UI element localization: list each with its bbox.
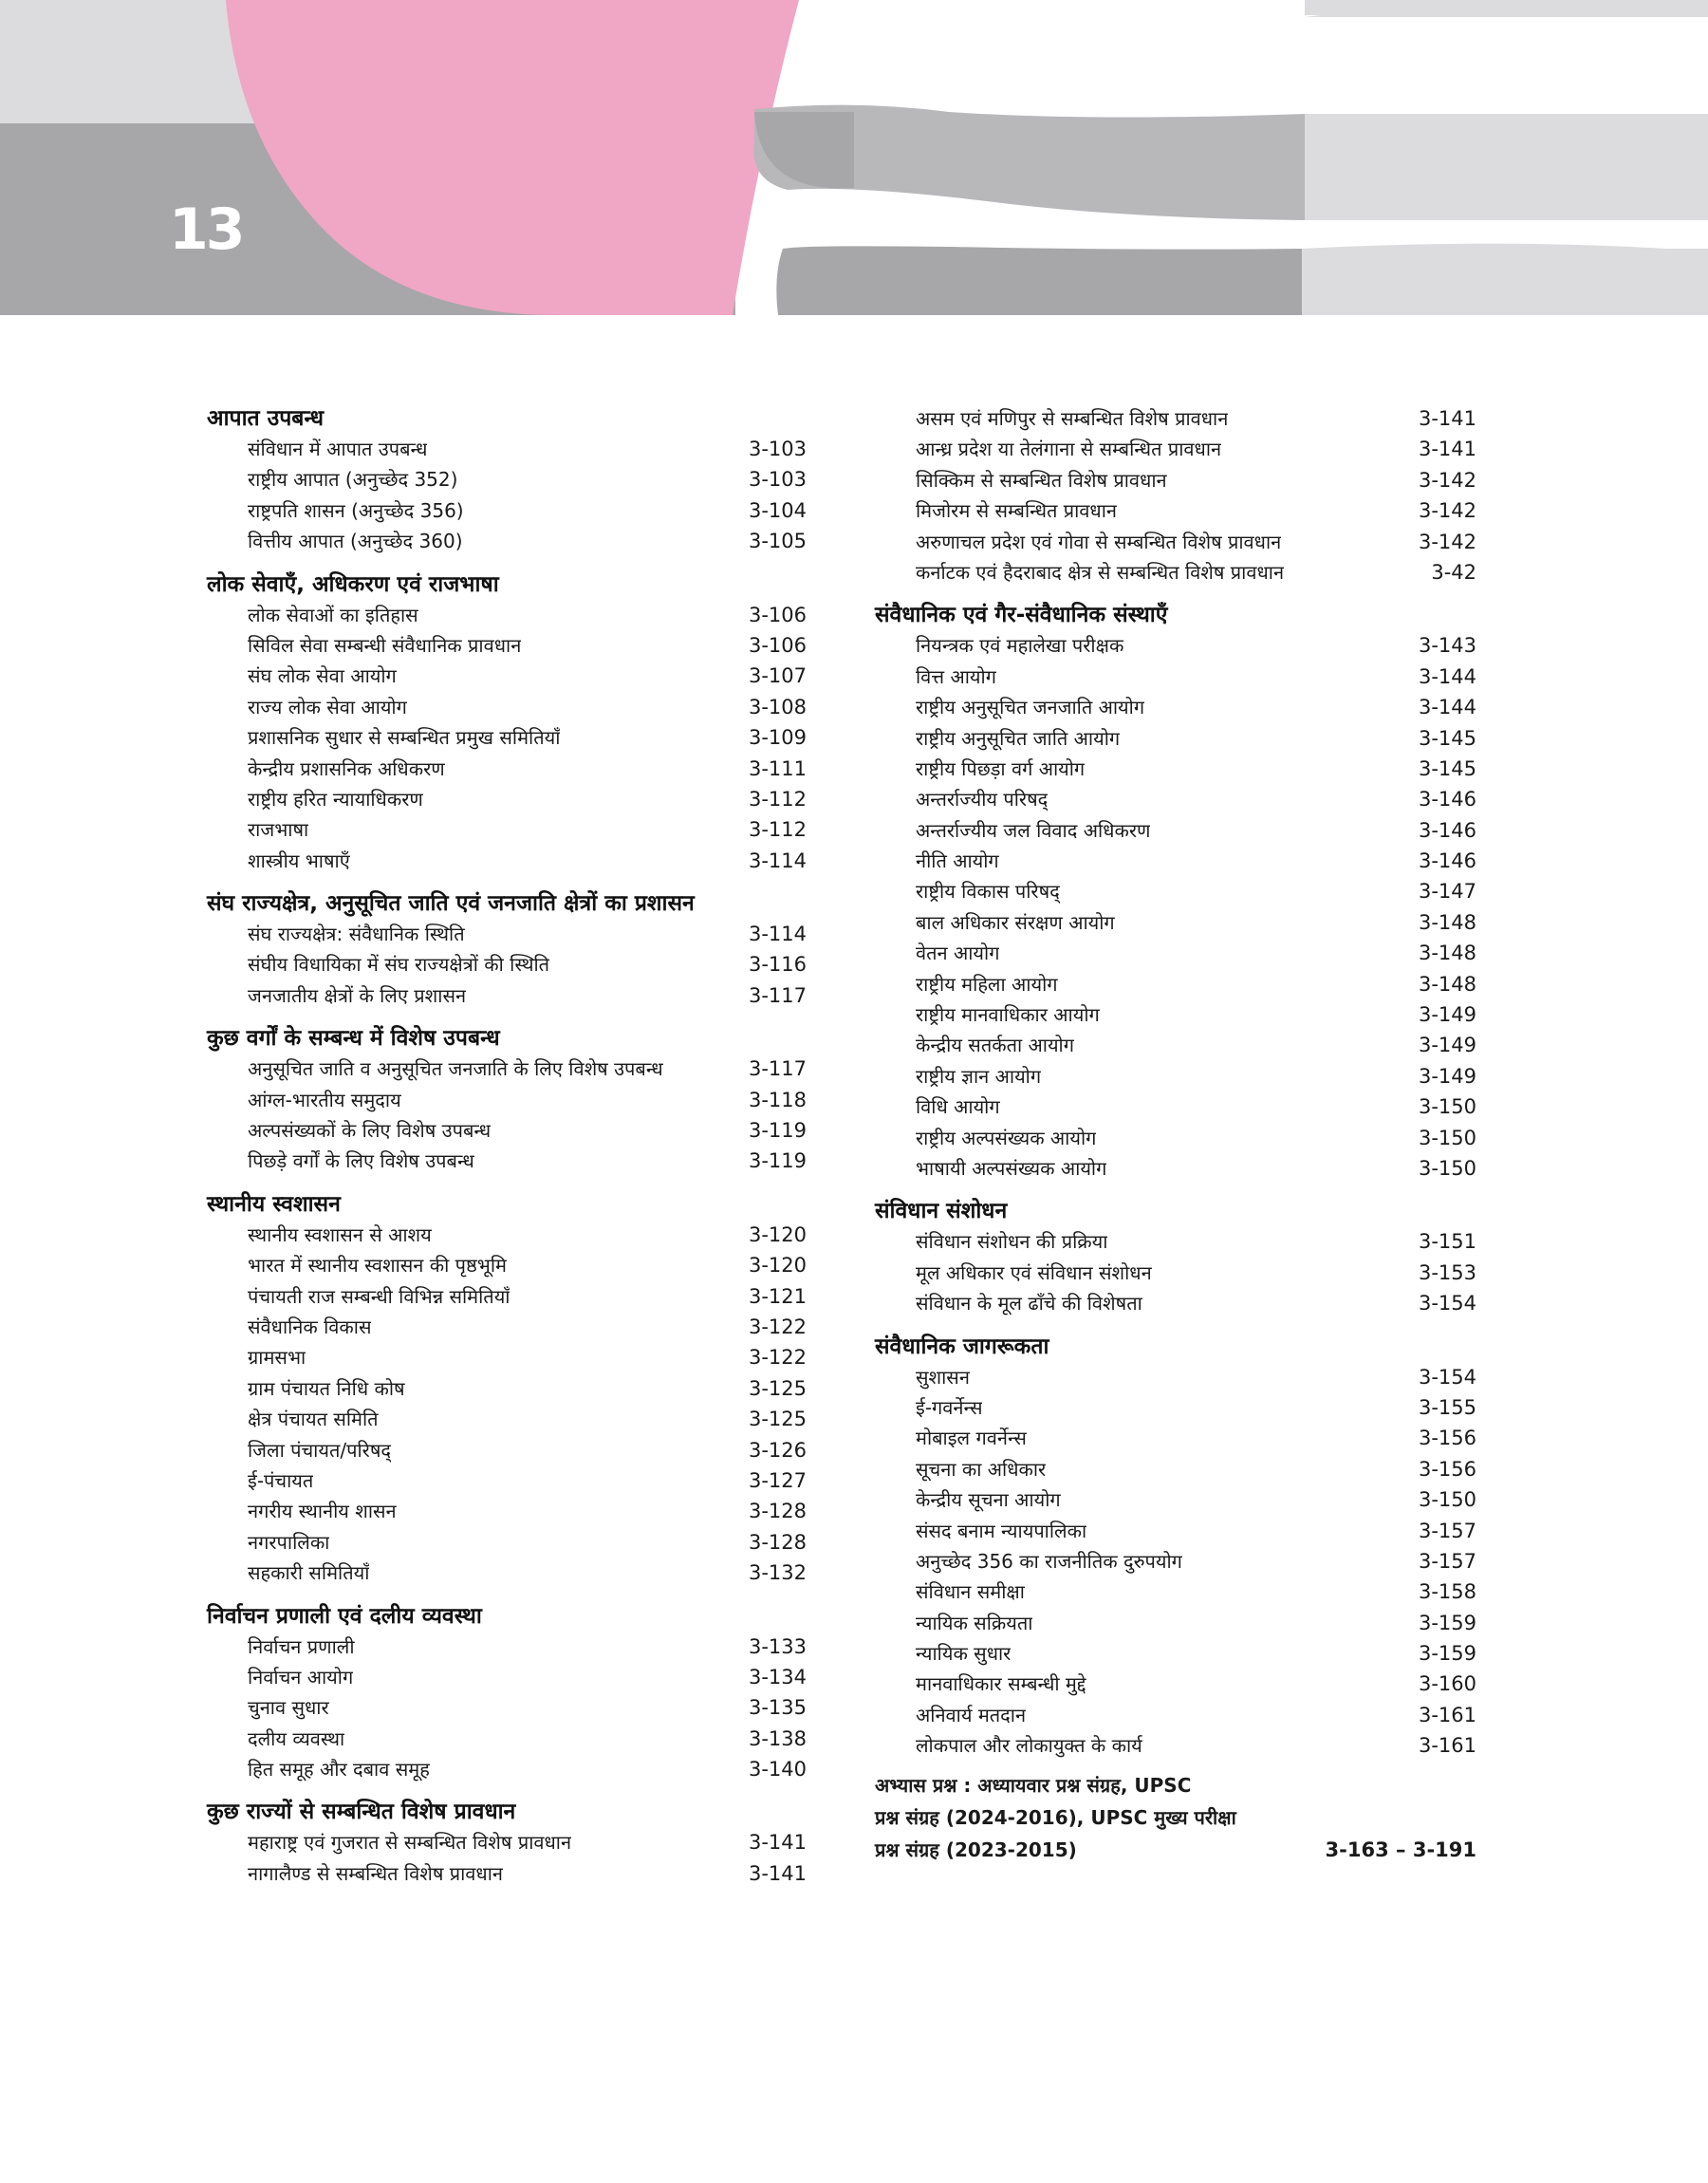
toc-entry[interactable] [875,815,1476,846]
entry-page: 3-158 [1418,1580,1476,1604]
entry-page: 3-145 [1418,726,1476,750]
entry-title: नियन्त्रक एवं महालेखा परीक्षक [916,634,1124,658]
entry-title: विधि आयोग [916,1095,1000,1119]
entry-title: केन्द्रीय सूचना आयोग [916,1488,1061,1512]
toc-entry[interactable] [875,1092,1476,1122]
toc-entry[interactable] [875,969,1476,999]
entry-title: दलीय व्यवस्था [248,1726,345,1750]
toc-entry[interactable] [207,1827,807,1857]
entry-page: 3-126 [748,1438,807,1462]
entry-page: 3-142 [1418,499,1476,523]
entry-page: 3-125 [748,1408,807,1431]
section-title: संघ राज्यक्षेत्र, अनुसूचित जाति एवं जनजाति क्षेत्रों का प्रशासन [207,891,695,917]
toc-section [207,1601,807,1785]
entry-title: राष्ट्रीय हरित न्यायाधिकरण [248,787,423,811]
toc-entry[interactable] [207,692,807,722]
entry-page: 3-103 [748,438,807,460]
toc-entry[interactable] [875,403,1476,434]
entry-page: 3-140 [748,1758,807,1782]
entry-page: 3-120 [748,1222,807,1246]
entry-page: 3-141 [1418,438,1476,461]
entry-page: 3-145 [1418,756,1476,780]
toc-entry[interactable] [207,1220,807,1250]
practice-line-1: अभ्यास प्रश्न : अध्यायवार प्रश्न संग्रह, UPSC [875,1773,1192,1797]
entry-title: मूल अधिकार एवं संविधान संशोधन [916,1260,1152,1284]
toc-entry[interactable] [875,1226,1476,1257]
entry-page: 3-154 [1418,1365,1476,1389]
entry-title: राजभाषा [248,818,309,842]
entry-page: 3-106 [748,603,807,626]
entry-title: चुनाव सुधार [248,1696,329,1720]
entry-page: 3-148 [1418,972,1476,996]
entry-title: वित्तीय आपात (अनुच्छेद 360) [248,530,463,553]
entry-title: न्यायिक सक्रियता [916,1611,1033,1634]
toc-entry[interactable] [875,1454,1476,1484]
practice-questions[interactable] [875,1769,1476,1866]
entry-title: अन्तर्राज्यीय परिषद् [916,788,1049,812]
entry-page: 3-107 [748,664,807,688]
entry-page: 3-142 [1418,468,1476,492]
entry-title: अनुच्छेद 356 का राजनीतिक दुरुपयोग [916,1549,1182,1573]
entry-page: 3-160 [1418,1672,1476,1696]
entry-page: 3-119 [748,1119,807,1143]
entry-title: भाषायी अल्पसंख्यक आयोग [916,1156,1107,1180]
entry-page: 3-141 [748,1861,807,1885]
entry-page: 3-109 [748,726,807,750]
section-title: स्थानीय स्वशासन [207,1191,341,1217]
entry-page: 3-143 [1418,634,1476,658]
entry-page: 3-134 [748,1665,807,1689]
toc-section [207,1023,807,1177]
toc-entry[interactable] [875,434,1476,464]
toc-entry[interactable] [207,949,807,980]
entry-page: 3-144 [1418,696,1476,719]
toc-section [207,569,807,877]
entry-page: 3-103 [748,468,807,492]
entry-title: प्रशासनिक सुधार से सम्बन्धित प्रमुख समितियाँ [248,726,561,750]
toc-entry[interactable] [875,1030,1476,1060]
entry-title: अनिवार्य मतदान [916,1703,1027,1726]
entry-page: 3-111 [748,756,807,780]
chapter-number: 13 [169,196,243,263]
toc-entry[interactable] [207,526,807,556]
toc-entry[interactable] [207,754,807,784]
toc-section [875,1196,1476,1318]
section-title: संवैधानिक एवं गैर-संवैधानिक संस्थाएँ [875,603,1168,628]
entry-page: 3-151 [1418,1230,1476,1254]
entry-title: भारत में स्थानीय स्वशासन की पृष्ठभूमि [248,1254,507,1278]
entry-page: 3-150 [1418,1488,1476,1512]
entry-title: सिक्किम से सम्बन्धित विशेष प्रावधान [916,468,1167,492]
toc-entry[interactable] [207,846,807,876]
entry-title: न्यायिक सुधार [916,1642,1012,1666]
toc-section [207,888,807,1011]
toc-entry[interactable] [207,495,807,526]
entry-page: 3-132 [748,1561,807,1585]
toc-entry[interactable] [207,1054,807,1084]
entry-title: ग्रामसभा [248,1346,306,1370]
entry-title: असम एवं मणिपुर से सम्बन्धित विशेष प्रावधान [916,407,1229,430]
entry-page: 3-104 [748,498,807,522]
entry-title: अन्तर्राज्यीय जल विवाद अधिकरण [916,818,1151,842]
toc-entry[interactable] [875,1577,1476,1607]
toc-entry[interactable] [207,1342,807,1372]
toc-entry[interactable] [207,1281,807,1312]
entry-title: ई-गवर्नेन्स [916,1395,983,1419]
toc-entry[interactable] [875,1123,1476,1153]
toc-entry[interactable] [207,1858,807,1889]
section-title: संविधान संशोधन [875,1199,1008,1224]
entry-title: मोबाइल गवर्नेन्स [916,1427,1027,1450]
entry-page: 3-148 [1418,910,1476,934]
entry-title: नगरपालिका [248,1530,330,1554]
practice-line-2: प्रश्न संग्रह (2024-2016), UPSC मुख्य परीक्षा [875,1805,1236,1829]
toc-entry[interactable] [875,1638,1476,1669]
entry-title: संघ लोक सेवा आयोग [248,664,397,688]
toc-entry[interactable] [207,919,807,949]
toc-entry[interactable] [207,661,807,691]
entry-page: 3-161 [1418,1703,1476,1726]
entry-page: 3-125 [748,1376,807,1400]
entry-page: 3-153 [1418,1260,1476,1284]
entry-page: 3-112 [748,818,807,842]
entry-title: शास्त्रीय भाषाएँ [248,849,350,872]
toc-section [875,1332,1476,1762]
toc-entry[interactable] [207,1662,807,1692]
entry-title: केन्द्रीय सतर्कता आयोग [916,1034,1074,1057]
toc-entry[interactable] [207,1146,807,1176]
toc-entry[interactable] [207,1754,807,1784]
entry-page: 3-118 [748,1088,807,1111]
entry-page: 3-157 [1418,1549,1476,1573]
entry-page: 3-146 [1418,788,1476,812]
entry-title: संविधान संशोधन की प्रक्रिया [916,1230,1108,1254]
toc-right-column [875,403,1476,1866]
toc-entry[interactable] [875,999,1476,1030]
toc-entry[interactable] [875,1700,1476,1730]
entry-page: 3-122 [748,1315,807,1338]
entry-page: 3-141 [748,1831,807,1855]
toc-entry[interactable] [207,630,807,661]
entry-title: अल्पसंख्यकों के लिए विशेष उपबन्ध [248,1119,492,1143]
toc-entry[interactable] [207,1692,807,1723]
entry-title: जनजातीय क्षेत्रों के लिए प्रशासन [248,983,467,1007]
toc-entry[interactable] [875,495,1476,526]
entry-page: 3-128 [748,1500,807,1523]
entry-page: 3-156 [1418,1427,1476,1450]
section-title: लोक सेवाएँ, अधिकरण एवं राजभाषा [207,571,499,597]
toc-entry[interactable] [875,1258,1476,1288]
toc-entry[interactable] [875,1423,1476,1453]
entry-title: सुशासन [916,1365,970,1389]
toc-entry[interactable] [875,1669,1476,1699]
toc-section [207,1189,807,1589]
entry-page: 3-150 [1418,1095,1476,1119]
entry-title: राष्ट्रीय महिला आयोग [916,972,1058,996]
toc-entry[interactable] [207,1312,807,1342]
entry-title: निर्वाचन प्रणाली [248,1634,355,1658]
entry-page: 3-114 [748,849,807,872]
toc-entry[interactable] [207,1724,807,1754]
entry-title: नागालैण्ड से सम्बन्धित विशेष प्रावधान [248,1861,504,1885]
entry-page: 3-112 [748,787,807,811]
entry-title: वेतन आयोग [916,942,1000,965]
toc-entry[interactable] [875,1288,1476,1318]
practice-line-3: प्रश्न संग्रह (2023-2015) [875,1838,1077,1861]
toc-entry[interactable] [875,557,1476,588]
banner-graphic [0,0,1708,315]
entry-title: राष्ट्रपति शासन (अनुच्छेद 356) [248,498,464,522]
entry-page: 3-142 [1418,530,1476,553]
entry-page: 3-156 [1418,1457,1476,1481]
entry-title: अनुसूचित जाति व अनुसूचित जनजाति के लिए विशेष उपबन्ध [248,1057,663,1081]
toc-entry[interactable] [875,907,1476,938]
entry-title: सूचना का अधिकार [916,1457,1047,1481]
toc-entry[interactable] [875,1730,1476,1761]
entry-title: मानवाधिकार सम्बन्धी मुद्दे [916,1672,1086,1696]
entry-page: 3-135 [748,1696,807,1720]
toc-entry[interactable] [207,600,807,630]
entry-title: बाल अधिकार संरक्षण आयोग [916,910,1115,934]
toc-entry[interactable] [875,630,1476,661]
toc-section [207,403,807,557]
toc-entry[interactable] [875,754,1476,784]
entry-title: संविधान में आपात उपबन्ध [248,438,428,460]
entry-title: सहकारी समितियाँ [248,1561,370,1585]
entry-title: राष्ट्रीय अनुसूचित जाति आयोग [916,726,1121,750]
toc-entry[interactable] [207,1115,807,1146]
toc-entry[interactable] [875,1392,1476,1423]
toc-entry[interactable] [207,1527,807,1558]
toc-entry[interactable] [875,527,1476,557]
entry-title: राष्ट्रीय अल्पसंख्यक आयोग [916,1126,1097,1149]
entry-page: 3-159 [1418,1611,1476,1634]
entry-title: आन्ध्र प्रदेश या तेलंगाना से सम्बन्धित प्रावधान [916,438,1222,461]
toc-entry[interactable] [207,722,807,753]
entry-title: अरुणाचल प्रदेश एवं गोवा से सम्बन्धित विशेष प्रावधान [916,530,1282,553]
entry-title: राज्य लोक सेवा आयोग [248,695,407,718]
section-title: कुछ वर्गों के सम्बन्ध में विशेष उपबन्ध [207,1026,500,1052]
entry-title: कर्नाटक एवं हैदराबाद क्षेत्र से सम्बन्धित विशेष प्रावधान [916,560,1285,584]
toc-entry[interactable] [207,814,807,845]
entry-page: 3-105 [748,530,807,553]
entry-title: केन्द्रीय प्रशासनिक अधिकरण [248,756,445,780]
entry-title: क्षेत्र पंचायत समिति [248,1408,379,1431]
entry-title: संविधान समीक्षा [916,1580,1025,1604]
entry-page: 3-117 [748,983,807,1007]
toc-entry[interactable] [875,692,1476,722]
toc-section [875,600,1476,1184]
entry-title: स्थानीय स्वशासन से आशय [248,1222,432,1246]
entry-page: 3-127 [748,1468,807,1492]
entry-page: 3-159 [1418,1642,1476,1666]
entry-title: ग्राम पंचायत निधि कोष [248,1376,405,1400]
toc-entry[interactable] [875,1516,1476,1546]
toc-entry[interactable] [207,1404,807,1434]
toc-entry[interactable] [875,1362,1476,1392]
section-title: संवैधानिक जागरूकता [875,1334,1049,1359]
toc-entry[interactable] [875,1153,1476,1184]
entry-page: 3-149 [1418,1003,1476,1027]
chapter-banner [0,0,1708,315]
toc-entry[interactable] [207,1558,807,1588]
entry-page: 3-106 [748,633,807,657]
toc-entry[interactable] [875,876,1476,906]
entry-page: 3-149 [1418,1034,1476,1057]
entry-page: 3-42 [1431,560,1476,584]
entry-title: संघीय विधायिका में संघ राज्यक्षेत्रों की स्थिति [248,953,550,977]
entry-title: राष्ट्रीय विकास परिषद् [916,880,1060,904]
entry-title: आंग्ल-भारतीय समुदाय [248,1088,401,1111]
entry-title: लोकपाल और लोकायुक्त के कार्य [916,1734,1142,1758]
toc-entry[interactable] [207,1085,807,1115]
entry-title: वित्त आयोग [916,664,996,688]
entry-title: राष्ट्रीय पिछड़ा वर्ग आयोग [916,756,1086,780]
entry-page: 3-116 [748,953,807,977]
entry-title: सिविल सेवा सम्बन्धी संवैधानिक प्रावधान [248,633,522,657]
practice-pages: 3-163 – 3-191 [1325,1838,1476,1861]
entry-page: 3-161 [1418,1734,1476,1758]
entry-page: 3-120 [748,1254,807,1278]
entry-page: 3-146 [1418,849,1476,873]
entry-page: 3-133 [748,1634,807,1658]
toc-entry[interactable] [875,1484,1476,1515]
entry-title: संघ राज्यक्षेत्र: संवैधानिक स्थिति [248,923,465,946]
entry-page: 3-119 [748,1149,807,1173]
entry-page: 3-150 [1418,1126,1476,1149]
entry-page: 3-114 [748,923,807,946]
toc-left-column [207,403,807,1889]
entry-page: 3-157 [1418,1519,1476,1542]
entry-title: ई-पंचायत [248,1468,314,1492]
section-title: निर्वाचन प्रणाली एवं दलीय व्यवस्था [207,1603,482,1629]
toc-entry[interactable] [875,723,1476,754]
entry-page: 3-148 [1418,942,1476,965]
toc-entry[interactable] [207,1435,807,1465]
toc-entry[interactable] [207,464,807,494]
toc-entry[interactable] [875,465,1476,495]
entry-title: संविधान के मूल ढाँचे की विशेषता [916,1292,1142,1315]
toc-entry[interactable] [875,938,1476,968]
entry-page: 3-141 [1418,407,1476,430]
toc-entry[interactable] [875,846,1476,876]
entry-page: 3-146 [1418,818,1476,842]
toc-entry[interactable] [207,1465,807,1496]
toc-entry[interactable] [207,784,807,814]
toc-section [207,1797,807,1889]
entry-page: 3-128 [748,1530,807,1554]
entry-page: 3-138 [748,1726,807,1750]
entry-page: 3-147 [1418,880,1476,904]
toc-entry[interactable] [875,1546,1476,1577]
entry-title: नीति आयोग [916,849,999,873]
section-title: आपात उपबन्ध [207,406,324,431]
entry-page: 3-150 [1418,1156,1476,1180]
toc-entry[interactable] [207,434,807,464]
entry-title: राष्ट्रीय अनुसूचित जनजाति आयोग [916,696,1145,719]
entry-title: राष्ट्रीय आपात (अनुच्छेद 352) [248,468,458,492]
toc-entry[interactable] [875,662,1476,692]
entry-page: 3-149 [1418,1064,1476,1088]
entry-page: 3-144 [1418,664,1476,688]
entry-title: पंचायती राज सम्बन्धी विभिन्न समितियाँ [248,1284,511,1308]
entry-page: 3-121 [748,1284,807,1308]
entry-page: 3-108 [748,695,807,718]
entry-page: 3-155 [1418,1395,1476,1419]
entry-title: जिला पंचायत/परिषद् [248,1438,391,1462]
section-title: कुछ राज्यों से सम्बन्धित विशेष प्रावधान [207,1800,516,1825]
entry-title: निर्वाचन आयोग [248,1665,354,1689]
toc-entry[interactable] [207,980,807,1011]
entry-title: पिछड़े वर्गों के लिए विशेष उपबन्ध [248,1149,474,1173]
entry-page: 3-117 [748,1057,807,1081]
entry-title: लोक सेवाओं का इतिहास [248,603,418,626]
toc-entry[interactable] [875,1061,1476,1092]
entry-title: संवैधानिक विकास [248,1315,372,1338]
toc-entry[interactable] [207,1632,807,1662]
toc-entry[interactable] [875,784,1476,814]
entry-title: हित समूह और दबाव समूह [248,1758,430,1782]
entry-title: मिजोरम से सम्बन्धित प्रावधान [916,499,1118,523]
toc-entry[interactable] [875,1608,1476,1638]
entry-title: नगरीय स्थानीय शासन [248,1500,397,1523]
toc-entry[interactable] [207,1250,807,1280]
entry-title: संसद बनाम न्यायपालिका [916,1519,1087,1542]
toc-entry[interactable] [207,1373,807,1404]
entry-title: राष्ट्रीय ज्ञान आयोग [916,1064,1042,1088]
practice-line-3-row [875,1834,1476,1866]
toc-section-continued [875,403,1476,588]
entry-page: 3-122 [748,1346,807,1370]
toc-entry[interactable] [207,1496,807,1526]
entry-page: 3-154 [1418,1292,1476,1315]
entry-title: राष्ट्रीय मानवाधिकार आयोग [916,1003,1100,1027]
entry-title: महाराष्ट्र एवं गुजरात से सम्बन्धित विशेष प्रावधान [248,1831,572,1855]
